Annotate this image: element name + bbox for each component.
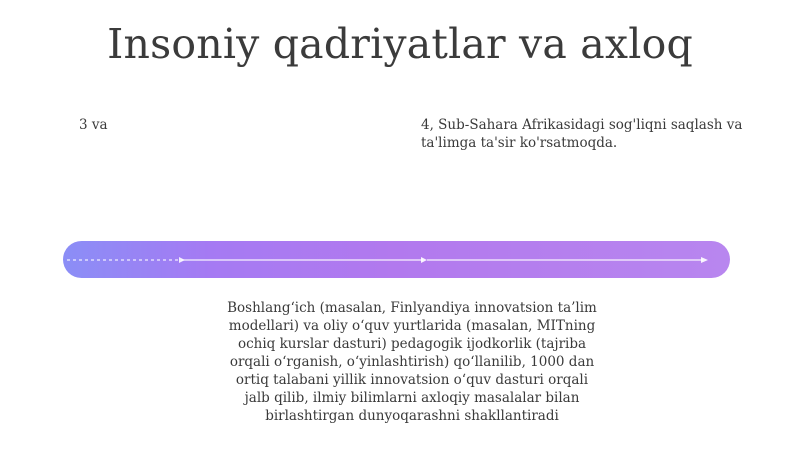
arrow-right-icon bbox=[701, 257, 708, 263]
arrow-segment-2 bbox=[427, 257, 708, 263]
arrow-head-start bbox=[179, 257, 185, 263]
arrow-right-icon bbox=[179, 257, 185, 263]
timeline-bar bbox=[63, 241, 730, 278]
description-text: Boshlang‘ich (masalan, Finlyandiya innovatsion ta’lim modellari) va oliy o‘quv yurtlarida (masalan, MITning ochiq kurslar dasturi) pedagogik ijodkorlik (tajriba orqali o‘rganish, o‘yinlashtirish) qo‘llanilib, 1000 dan ortiq talabani yillik innovatsion o‘quv dasturi orqali jalb qilib, ilmiy bilimlarni axloqiy masalalar bilan birlashtirgan dunyoqarashni shakllantiradi bbox=[227, 300, 597, 424]
timeline-label-right: 4, Sub-Sahara Afrikasidagi sog'liqni saqlash va ta'limga ta'sir ko'rsatmoqda. bbox=[421, 117, 743, 151]
timeline-arrows bbox=[63, 241, 730, 278]
arrow-right-icon bbox=[421, 257, 427, 263]
page-title: Insoniy qadriyatlar va axloq bbox=[107, 20, 693, 68]
timeline-label-left: 3 va bbox=[79, 117, 108, 133]
arrow-segment-1 bbox=[183, 257, 427, 263]
